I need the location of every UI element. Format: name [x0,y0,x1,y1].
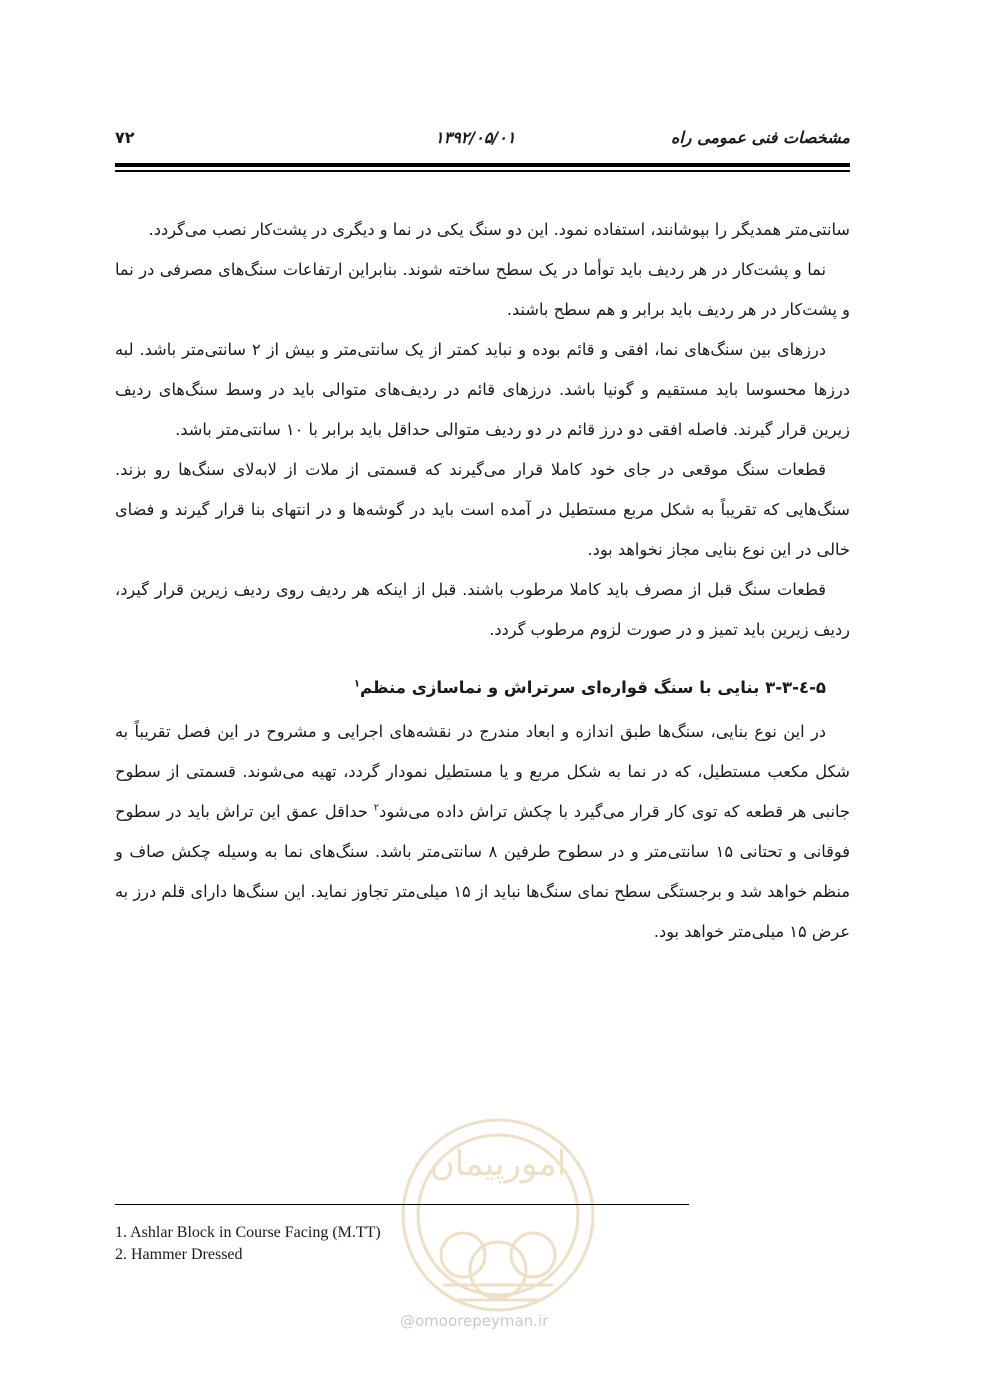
section-heading [115,668,850,708]
watermark-logo [393,1100,603,1330]
paragraph: درزهای بین سنگ‌های نما، افقی و قائم بوده و نباید کمتر از یک سانتی‌متر و بیش از ۲ سانتی‌متر باشد. لبه درزها محسوسا باید مستقیم و گونیا باشد. درزهای قائم در ردیف‌های متوالی باید در وسط سنگ‌های ردیف زیرین قرار گیرند. فاصله افقی دو درز قائم در دو ردیف متوالی حداقل باید برابر با ۱۰ سانتی‌متر باشد. [115,340,850,439]
footnote-ref-2: ۲ [373,802,380,814]
page-number: ۷۲ [115,128,135,147]
footnote-item: 1. Ashlar Block in Course Facing (M.TT) [115,1224,381,1241]
header-rule-thick [115,163,850,167]
footnote-separator [115,1204,689,1205]
paragraph: قطعات سنگ قبل از مصرف باید کاملا مرطوب باشند. قبل از اینکه هر ردیف روی ردیف زیرین قرار گیرد، ردیف زیرین باید تمیز و در صورت لزوم مرطوب گردد. [115,580,850,639]
paragraph: قطعات سنگ موقعی در جای خود کاملا قرار می‌گیرند که قسمتی از ملات از لابه‌لای سنگ‌ها رو بزند. سنگ‌هایی که تقریباً به شکل مربع مستطیل در آمده است باید در گوشه‌ها و در انتهای بنا قرار گیرند و فضای خالی در این نوع بنایی مجاز نخواهد بود. [115,460,850,559]
header-rule-thin [115,170,850,172]
watermark-text: @omoorepeyman.ir [400,1312,549,1330]
section-paragraph-part1: در این نوع بنایی، سنگ‌ها طبق اندازه و ابعاد مندرج در نقشه‌های اجرایی و مشروح در این فصل تقریباً به شکل مکعب مستطیل، که در نما به شکل مربع و یا مستطیل نمودار گردد، تهیه می‌شوند. قسمتی از سطوح جانبی هر قطعه که توی کار قرار می‌گیرد با چکش تراش داده می‌شود [115,722,850,821]
document-date: ۱۳۹۲/۰۵/۰۱ [435,128,516,147]
section-paragraph-part2: حداقل عمق این تراش باید در سطوح فوقانی و تحتانی ۱۵ سانتی‌متر و در سطوح طرفین ۸ سانتی‌متر باشد. سنگ‌های نما به وسیله چکش صاف و منظم خواهد شد و برجستگی سطح نمای سنگ‌ها نباید از ۱۵ میلی‌متر تجاوز نماید. این سنگ‌ها دارای قلم درز به عرض ۱۵ میلی‌متر خواهد بود. [115,802,850,941]
paragraph: نما و پشت‌کار در هر ردیف باید توأما در یک سطح ساخته شوند. بنابراین ارتفاعات سنگ‌های مصرفی در نما و پشت‌کار در هر ردیف باید برابر و هم سطح باشند. [115,260,850,319]
footnotes [115,1222,381,1266]
document-title: مشخصات فنی عمومی راه [670,128,850,147]
section-heading-text: ۵-٤-۳-۳ بنایی با سنگ قواره‌ای سرتراش و نماسازی منظم [359,678,826,697]
page-body [115,210,850,952]
footnote-ref-1: ۱ [353,678,360,690]
footnote-item: 2. Hammer Dressed [115,1246,243,1263]
section-paragraph [115,712,850,952]
page-header [115,128,850,158]
paragraph: سانتی‌متر همدیگر را بپوشانند، استفاده نمود. این دو سنگ یکی در نما و دیگری در پشت‌کار نصب می‌گردد. [148,220,850,239]
watermark-logo-text: امورپیمان [429,1144,567,1184]
